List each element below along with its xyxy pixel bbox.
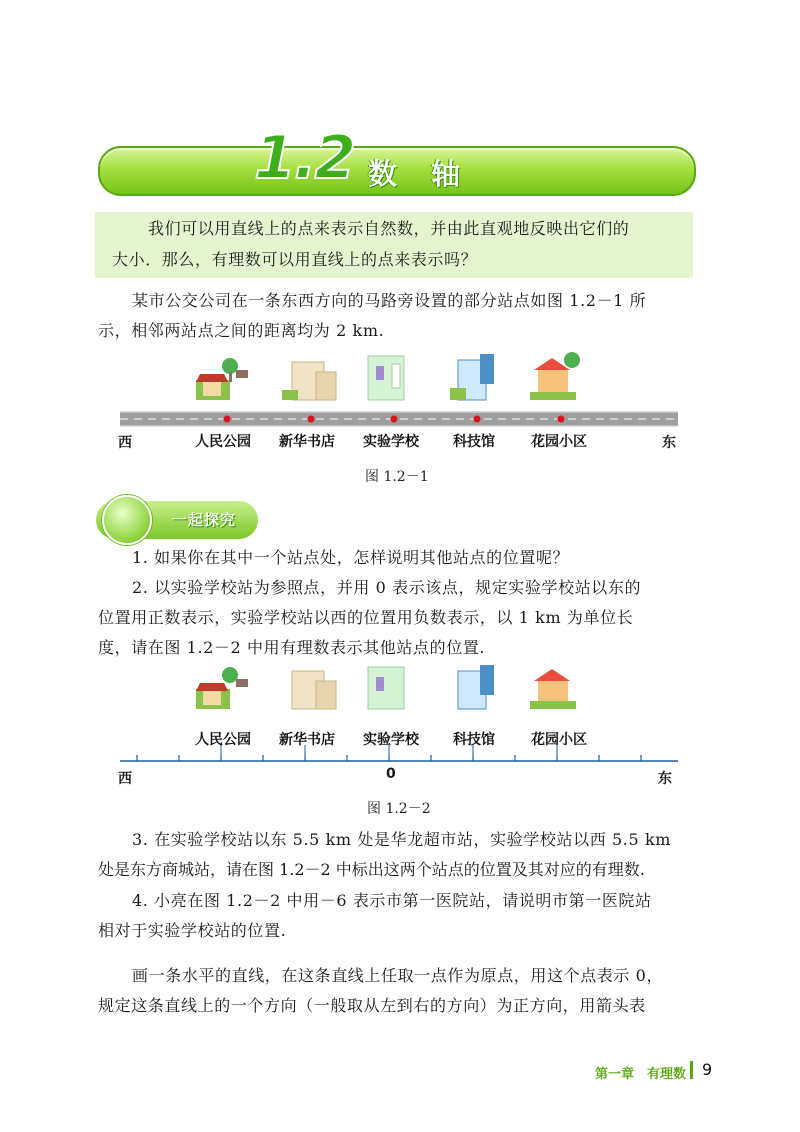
question-4-line-1: 4. 小亮在图 1.2－2 中用－6 表示市第一医院站，请说明市第一医院站 (132, 891, 652, 910)
question-2-line-3: 度，请在图 1.2－2 中用有理数表示其他站点的位置. (98, 638, 486, 657)
station-dot-1 (224, 416, 231, 423)
explore-label: 一起探究 (172, 511, 237, 529)
building-icon-bookstore (292, 671, 336, 709)
building-icon-park (196, 358, 248, 400)
fig1-station-4: 科技馆 (453, 434, 495, 450)
body-1-line-1: 某市公交公司在一条东西方向的马路旁设置的部分站点如图 1.2－1 所 (132, 291, 647, 310)
section-title: 数轴 (368, 157, 495, 191)
question-3-line-2: 处是东方商城站，请在图 1.2－2 中标出这两个站点的位置及其对应的有理数. (98, 860, 645, 879)
body-2-line-2: 规定这条直线上的一个方向（一般取从左到右的方向）为正方向，用箭头表 (98, 996, 646, 1015)
fig2-west-label: 西 (118, 771, 132, 787)
building-icon-school (368, 667, 404, 709)
fig1-station-1: 人民公园 (195, 434, 251, 450)
station-dot-4 (474, 416, 481, 423)
fig2-east-label: 东 (658, 771, 672, 787)
fig1-west-label: 西 (118, 435, 132, 451)
section-number: 1.2 (254, 123, 355, 193)
fig2-origin-label: 0 (386, 766, 396, 782)
building-icon-bookstore (282, 362, 336, 400)
figure-2-number-line-diagram (100, 665, 700, 775)
fig2-station-4: 科技馆 (453, 732, 495, 748)
fig1-station-2: 新华书店 (279, 434, 335, 450)
question-2-line-2: 位置用正数表示，实验学校站以西的位置用负数表示，以 1 km 为单位长 (98, 608, 634, 627)
fig1-station-3: 实验学校 (363, 434, 419, 450)
question-4-line-2: 相对于实验学校站的位置. (98, 921, 287, 940)
building-icon-garden-community (530, 669, 576, 709)
question-3-line-1: 3. 在实验学校站以东 5.5 km 处是华龙超市站，实验学校站以西 5.5 km (132, 830, 672, 849)
fig2-station-5: 花园小区 (531, 732, 587, 748)
station-dot-5 (558, 416, 565, 423)
building-icon-park (196, 667, 248, 709)
question-1: 1. 如果你在其中一个站点处，怎样说明其他站点的位置呢？ (132, 548, 570, 567)
fig2-station-1: 人民公园 (195, 732, 251, 748)
station-dot-2 (308, 416, 315, 423)
building-icon-garden-community (530, 352, 580, 400)
magnifier-person-icon (102, 495, 152, 545)
body-2-line-1: 画一条水平的直线，在这条直线上任取一点作为原点，用这个点表示 0， (132, 966, 664, 985)
building-icon-science-museum (458, 665, 494, 709)
figure-1-caption: 图 1.2－1 (365, 469, 429, 485)
question-2-line-1: 2. 以实验学校站为参照点，并用 0 表示该点，规定实验学校站以东的 (132, 578, 642, 597)
figure-2-caption: 图 1.2－2 (367, 801, 431, 817)
building-icon-science-museum (450, 354, 494, 400)
road (120, 412, 678, 426)
fig2-station-3: 实验学校 (363, 732, 419, 748)
page-number: 9 (702, 1060, 713, 1079)
fig2-station-2: 新华书店 (279, 732, 335, 748)
footer-divider (690, 1061, 693, 1079)
intro-line-2: 大小．那么，有理数可以用直线上的点来表示吗？ (112, 250, 478, 269)
building-icon-school (368, 356, 404, 400)
fig1-east-label: 东 (662, 435, 676, 451)
station-dot-3 (391, 416, 398, 423)
intro-line-1: 我们可以用直线上的点来表示自然数，并由此直观地反映出它们的 (148, 219, 630, 238)
body-1-line-2: 示，相邻两站点之间的距离均为 2 km. (98, 321, 385, 340)
fig1-station-5: 花园小区 (531, 434, 587, 450)
footer-chapter-label: 第一章 有理数 (595, 1067, 687, 1082)
